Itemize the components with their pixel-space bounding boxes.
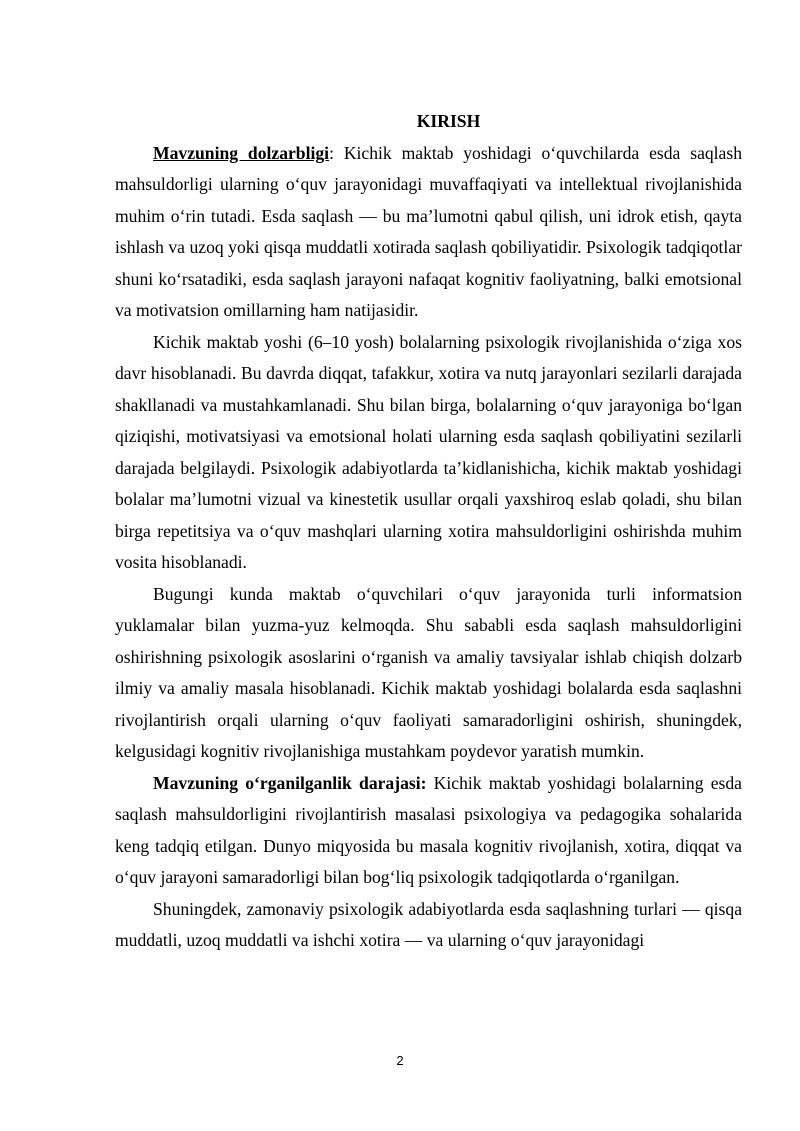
- paragraph-body: Bugungi kunda maktab o‘quvchilari o‘quv jarayonida turli informatsion yuklamalar bilan yuzma-yuz kelmoqda. Shu sababli esda saqlash mahsuldorligini oshirishning psixologik asoslarini o‘rganish va amaliy tavsiyalar ishlab chiqish dolzarb ilmiy va amaliy masala hisoblanadi. Kichik maktab yoshidagi bolalarda esda saqlashni rivojlantirish orqali ularning o‘quv faoliyati samaradorligini oshirish, shuningdek, kelgusidagi kognitiv rivojlanishiga mustahkam poydevor yaratish mumkin.: [115, 583, 742, 761]
- paragraph-lead-colon: :: [329, 142, 334, 163]
- paragraph-lead-degree: Mavzuning o‘rganilganlik darajasi:: [153, 772, 427, 793]
- document-title: KIRISH: [416, 111, 481, 131]
- paragraph-degree-studied: [115, 768, 742, 894]
- paragraph-body: Shuningdek, zamonaviy psixologik adabiyotlarda esda saqlashning turlari — qisqa muddatli, uzoq muddatli va ishchi xotira — va ularning o‘quv jarayonidagi: [115, 898, 742, 950]
- paragraph-today: [115, 579, 742, 768]
- paragraph-body: Kichik maktab yoshidagi bolalarning esda saqlash mahsuldorligini rivojlantirish masalasi psixologiya va pedagogika sohalarida keng tadqiq etilgan. Dunyo miqyosida bu masala kognitiv rivojlanish, xotira, diqqat va o‘quv jarayoni samaradorligi bilan bog‘liq psixologik tadqiqotlarda o‘rganilgan.: [115, 772, 742, 887]
- paragraph-lead-relevance: Mavzuning dolzarbligi: [153, 142, 330, 163]
- document-page: [115, 106, 742, 957]
- paragraph-body: Kichik maktab yoshi (6–10 yosh) bolalarning psixologik rivojlanishida o‘ziga xos davr hisoblanadi. Bu davrda diqqat, tafakkur, xotira va nutq jarayonlari sezilarli darajada shakllanadi va mustahkamlanadi. Shu bilan birga, bolalarning o‘quv jarayoniga bo‘lgan qiziqishi, motivatsiyasi va emotsional holati ularning esda saqlash qobiliyatini sezilarli darajada belgilaydi. Psixologik adabiyotlarda ta’kidlanishicha, kichik maktab yoshidagi bolalar ma’lumotni vizual va kinestetik usullar orqali yaxshiroq eslab qoladi, shu bilan birga repetitsiya va o‘quv mashqlari ularning xotira mahsuldorligini oshirishda muhim vosita hisoblanadi.: [115, 331, 742, 572]
- paragraph-age-period: [115, 327, 742, 579]
- paragraph-modern-literature: [115, 894, 742, 957]
- paragraph-relevance: [115, 138, 742, 327]
- page-number: 2: [396, 1053, 404, 1068]
- paragraph-body: Kichik maktab yoshidagi o‘quvchilarda esda saqlash mahsuldorligi ularning o‘quv jarayonidagi muvaffaqiyati va intellektual rivojlanishida muhim o‘rin tutadi. Esda saqlash — bu ma’lumotni qabul qilish, uni idrok etish, qayta ishlash va uzoq yoki qisqa muddatli xotirada saqlash qobiliyatidir. Psixologik tadqiqotlar shuni ko‘rsatadiki, esda saqlash jarayoni nafaqat kognitiv faoliyatning, balki emotsional va motivatsion omillarning ham natijasidir.: [115, 142, 743, 320]
